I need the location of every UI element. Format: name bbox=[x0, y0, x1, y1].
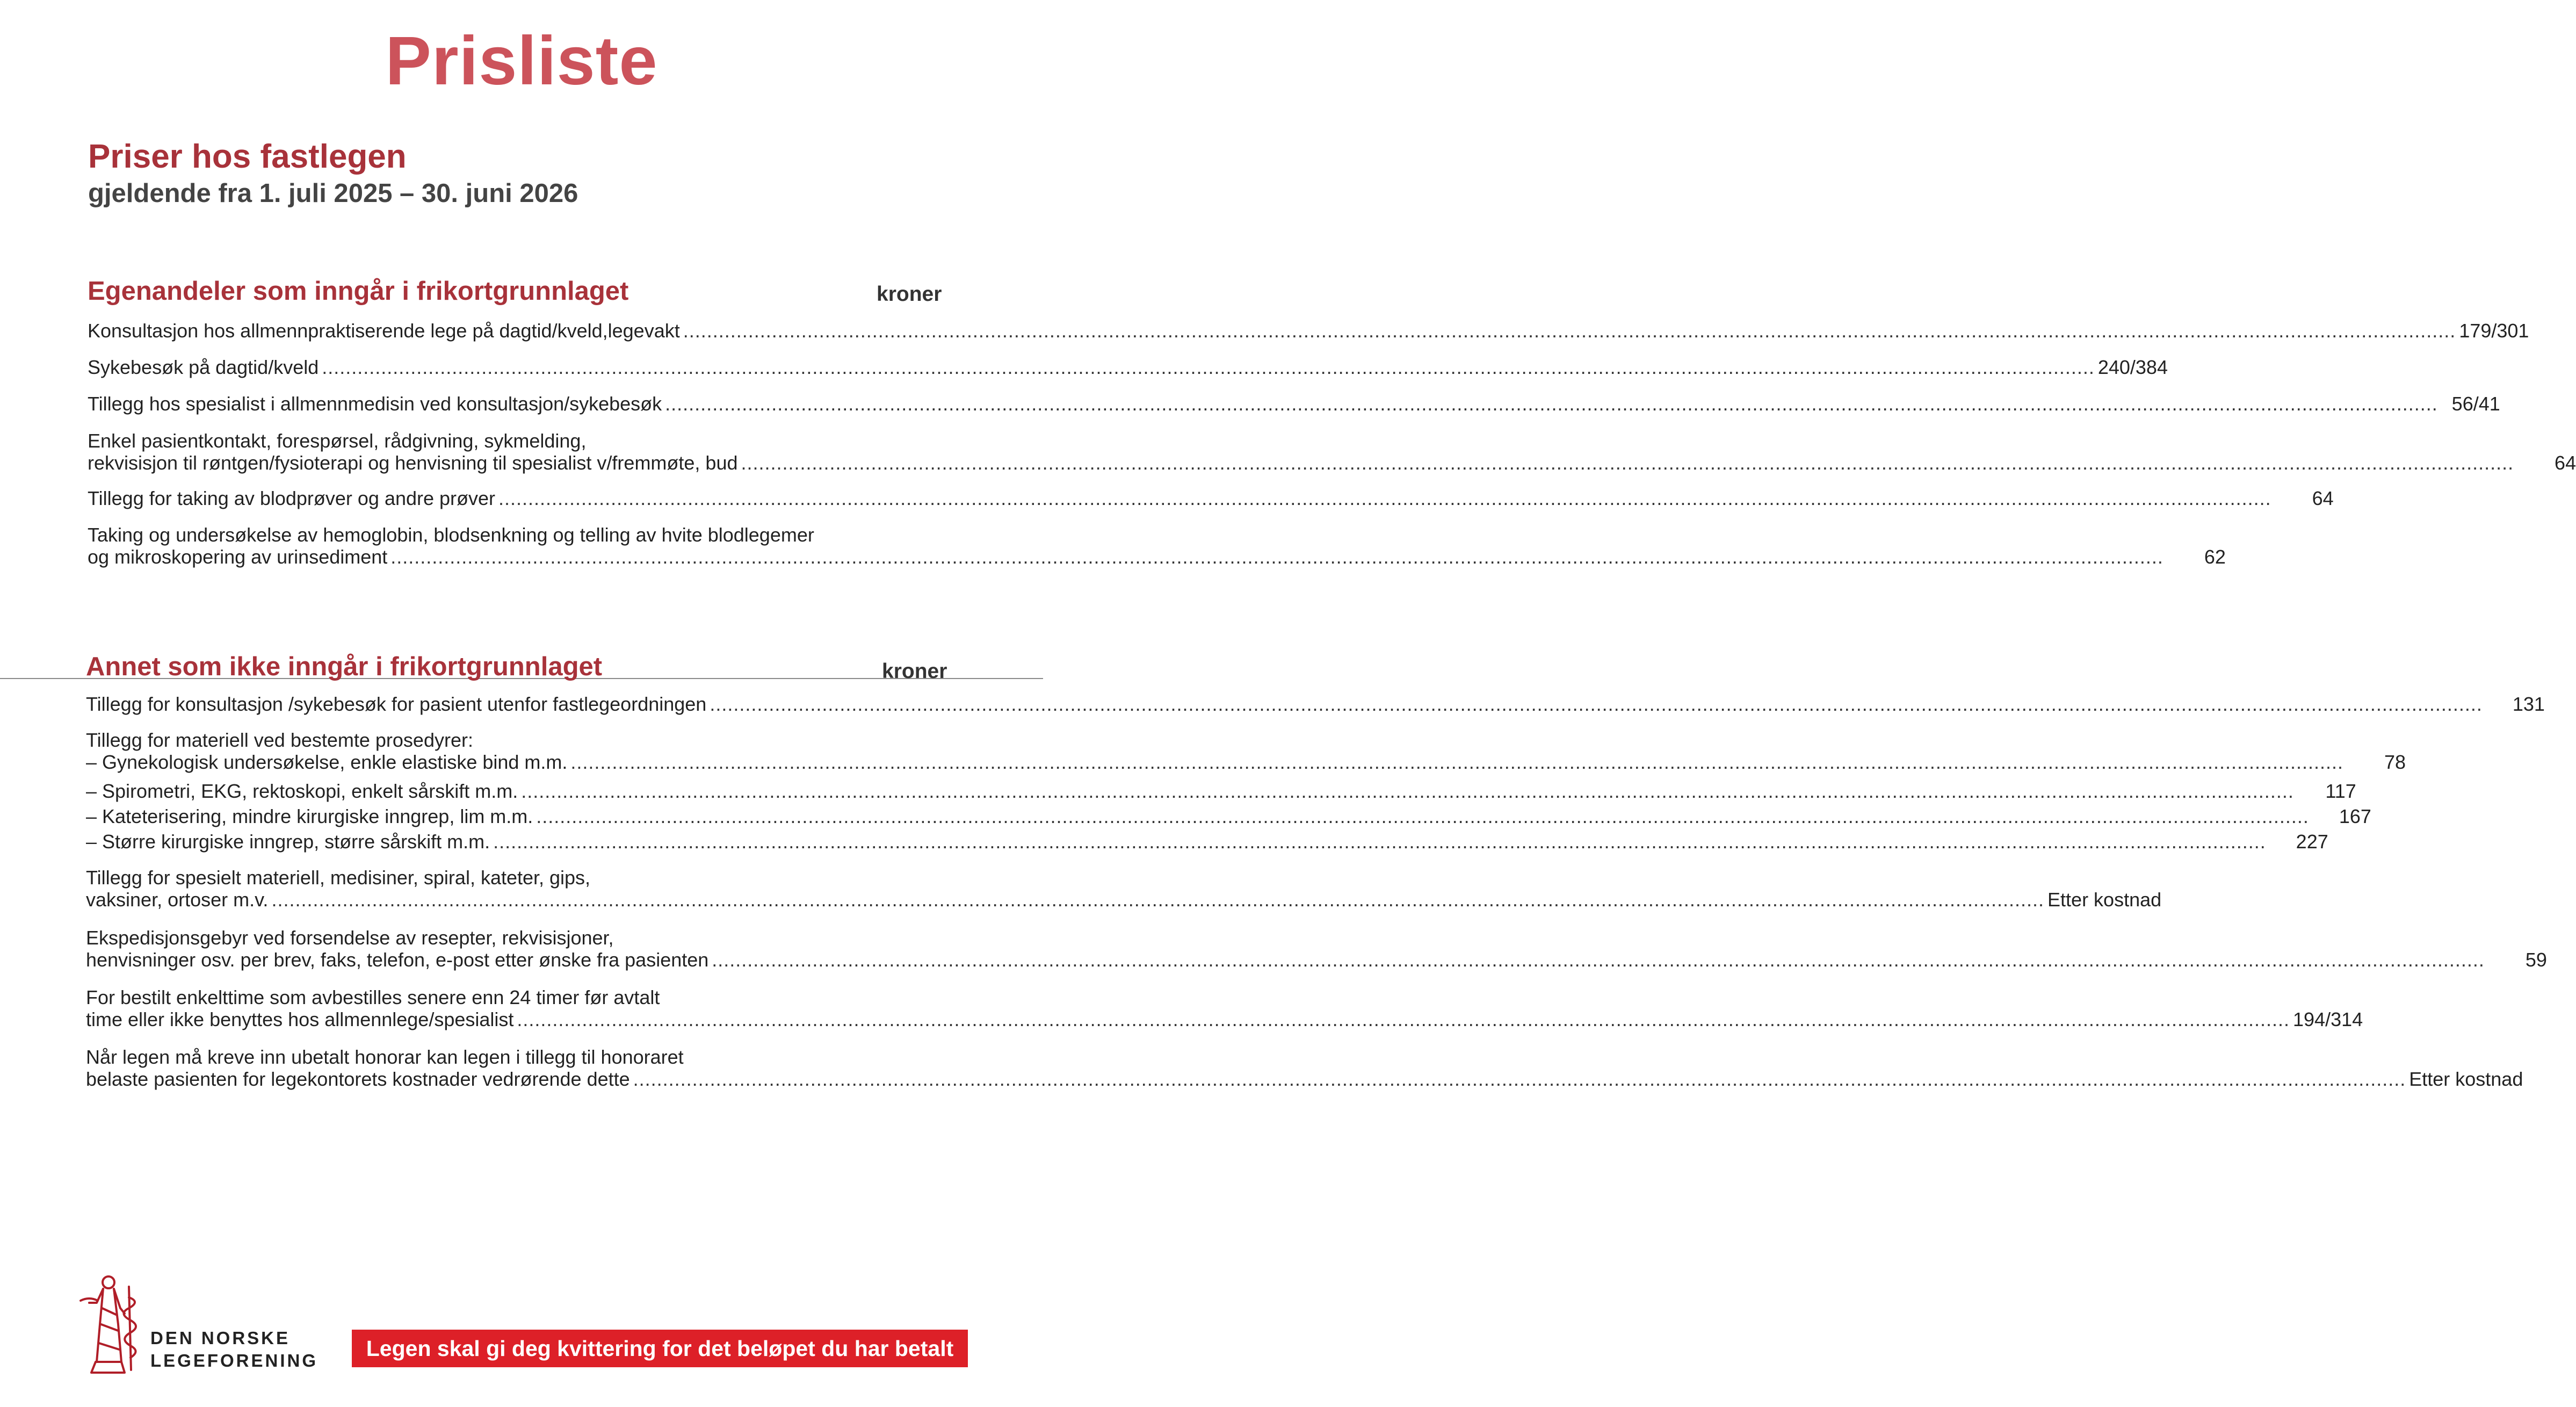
dot-leader: ............................................................................................................................................................................................................................................................................................................ bbox=[498, 487, 2271, 509]
price-item-row bbox=[88, 487, 2334, 509]
price-item-row bbox=[86, 751, 2406, 773]
price-item-description: og mikroskopering av urinsediment bbox=[88, 546, 388, 568]
price-item-description: Tillegg for spesielt materiell, medisiner, spiral, kateter, gips, bbox=[86, 867, 591, 889]
price-item bbox=[88, 430, 2576, 474]
section1-heading: Egenandeler som inngår i frikortgrunnlaget bbox=[88, 277, 629, 306]
price-item-description: For bestilt enkelttime som avbestilles senere enn 24 timer før avtalt bbox=[86, 986, 660, 1008]
price-value: 227 bbox=[2296, 831, 2328, 853]
dot-leader: ............................................................................................................................................................................................................................................................................................................ bbox=[665, 393, 2438, 415]
price-item-row bbox=[88, 320, 2529, 342]
price-item-row bbox=[86, 949, 2547, 971]
dot-leader: ............................................................................................................................................................................................................................................................................................................ bbox=[570, 751, 2344, 773]
organization-name-line1: DEN NORSKE bbox=[150, 1328, 291, 1348]
validity-period: gjeldende fra 1. juli 2025 – 30. juni 2026 bbox=[88, 179, 578, 208]
price-item-description: rekvisisjon til røntgen/fysioterapi og henvisning til spesialist v/fremmøte, bud bbox=[88, 452, 738, 474]
price-value: 64 bbox=[2555, 452, 2576, 474]
price-value: 167 bbox=[2339, 805, 2371, 827]
price-item-row bbox=[86, 780, 2356, 802]
dot-leader: ............................................................................................................................................................................................................................................................................................................ bbox=[493, 831, 2266, 853]
price-item bbox=[88, 524, 2226, 568]
price-value: 179/301 bbox=[2459, 320, 2529, 342]
price-value: 240/384 bbox=[2097, 356, 2168, 378]
price-item-row bbox=[88, 393, 2500, 415]
dot-leader: ............................................................................................................................................................................................................................................................................................................ bbox=[536, 805, 2309, 827]
price-item bbox=[88, 320, 2529, 342]
price-item-description: Tillegg hos spesialist i allmennmedisin ved konsultasjon/sykebesøk bbox=[88, 393, 662, 415]
section2-heading: Annet som ikke inngår i frikortgrunnlaget bbox=[86, 652, 603, 681]
price-item-description: Sykebesøk på dagtid/kveld bbox=[88, 356, 319, 378]
dot-leader: ............................................................................................................................................................................................................................................................................................................ bbox=[683, 320, 2456, 342]
price-item-description: time eller ikke benyttes hos allmennlege/spesialist bbox=[86, 1008, 514, 1030]
price-item-description: – Større kirurgiske inngrep, større sårskift m.m. bbox=[86, 831, 490, 853]
price-item-description: – Spirometri, EKG, rektoskopi, enkelt sårskift m.m. bbox=[86, 780, 518, 802]
price-item-description: vaksiner, ortoser m.v. bbox=[86, 889, 269, 911]
dot-leader: ............................................................................................................................................................................................................................................................................................................ bbox=[712, 949, 2485, 971]
price-item-description: Tillegg for konsultasjon /sykebesøk for pasient utenfor fastlegeordningen bbox=[86, 693, 707, 715]
organization-name bbox=[150, 1327, 318, 1372]
subtitle: Priser hos fastlegen bbox=[88, 138, 407, 175]
dot-leader: ............................................................................................................................................................................................................................................................................................................ bbox=[521, 780, 2294, 802]
dot-leader: ............................................................................................................................................................................................................................................................................................................ bbox=[741, 452, 2514, 474]
price-value: 56/41 bbox=[2451, 393, 2500, 415]
price-value: Etter kostnad bbox=[2047, 889, 2162, 911]
section2-unit-label: kroner bbox=[882, 660, 947, 683]
price-item-description: Taking og undersøkelse av hemoglobin, blodsenkning og telling av hvite blodlegemer bbox=[88, 524, 814, 546]
price-item bbox=[88, 356, 2168, 378]
price-item-row bbox=[86, 889, 2162, 911]
price-item-row bbox=[86, 805, 2371, 827]
price-item bbox=[86, 986, 2363, 1030]
price-item-row bbox=[86, 1068, 2523, 1090]
organization-name-line2: LEGEFORENING bbox=[150, 1351, 319, 1370]
price-value: 194/314 bbox=[2293, 1008, 2363, 1030]
price-value: 117 bbox=[2325, 780, 2356, 802]
price-item bbox=[86, 780, 2356, 802]
price-value: 62 bbox=[2204, 546, 2226, 568]
dot-leader: ............................................................................................................................................................................................................................................................................................................ bbox=[271, 889, 2045, 911]
price-item-description: Tillegg for materiell ved bestemte prosedyrer: bbox=[86, 729, 473, 751]
price-item-row bbox=[86, 1008, 2363, 1030]
price-item-row bbox=[86, 831, 2328, 853]
dot-leader: ............................................................................................................................................................................................................................................................................................................ bbox=[633, 1068, 2406, 1090]
price-item-description: Konsultasjon hos allmennpraktiserende lege på dagtid/kveld,legevakt bbox=[88, 320, 680, 342]
price-item bbox=[86, 1046, 2523, 1090]
dot-leader: ............................................................................................................................................................................................................................................................................................................ bbox=[517, 1008, 2290, 1030]
price-value: 64 bbox=[2312, 487, 2334, 509]
price-item bbox=[86, 831, 2328, 853]
price-item-description: Enkel pasientkontakt, forespørsel, rådgivning, sykmelding, bbox=[88, 430, 587, 452]
receipt-notice-banner: Legen skal gi deg kvittering for det beløpet du har betalt bbox=[352, 1330, 968, 1367]
price-item-description: henvisninger osv. per brev, faks, telefon, e-post etter ønske fra pasienten bbox=[86, 949, 709, 971]
price-item-description: – Gynekologisk undersøkelse, enkle elastiske bind m.m. bbox=[86, 751, 568, 773]
dot-leader: ............................................................................................................................................................................................................................................................................................................ bbox=[390, 546, 2163, 568]
price-value: Etter kostnad bbox=[2409, 1068, 2523, 1090]
price-item-description: Ekspedisjonsgebyr ved forsendelse av resepter, rekvisisjoner, bbox=[86, 927, 614, 949]
price-item bbox=[88, 393, 2500, 415]
dot-leader: ............................................................................................................................................................................................................................................................................................................ bbox=[710, 693, 2483, 715]
price-item bbox=[86, 805, 2371, 827]
page-title: Prisliste bbox=[385, 23, 658, 99]
price-item bbox=[86, 867, 2162, 911]
price-value: 131 bbox=[2512, 693, 2545, 715]
price-item bbox=[88, 487, 2334, 509]
price-item-row bbox=[86, 693, 2545, 715]
price-item-row bbox=[88, 546, 2226, 568]
price-item-row bbox=[88, 356, 2168, 378]
price-item bbox=[86, 693, 2545, 715]
price-item-row bbox=[88, 452, 2576, 474]
price-item-description: Tillegg for taking av blodprøver og andre prøver bbox=[88, 487, 496, 509]
price-item bbox=[86, 927, 2547, 971]
dot-leader: ............................................................................................................................................................................................................................................................................................................ bbox=[322, 356, 2095, 378]
price-item bbox=[86, 729, 2406, 773]
price-value: 59 bbox=[2525, 949, 2547, 971]
price-value: 78 bbox=[2384, 751, 2406, 773]
price-item-description: – Kateterisering, mindre kirurgiske inngrep, lim m.m. bbox=[86, 805, 533, 827]
price-item-description: Når legen må kreve inn ubetalt honorar kan legen i tillegg til honoraret bbox=[86, 1046, 684, 1068]
price-item-description: belaste pasienten for legekontorets kostnader vedrørende dette bbox=[86, 1068, 630, 1090]
asclepius-logo-icon bbox=[75, 1271, 148, 1378]
section1-unit-label: kroner bbox=[877, 283, 942, 306]
